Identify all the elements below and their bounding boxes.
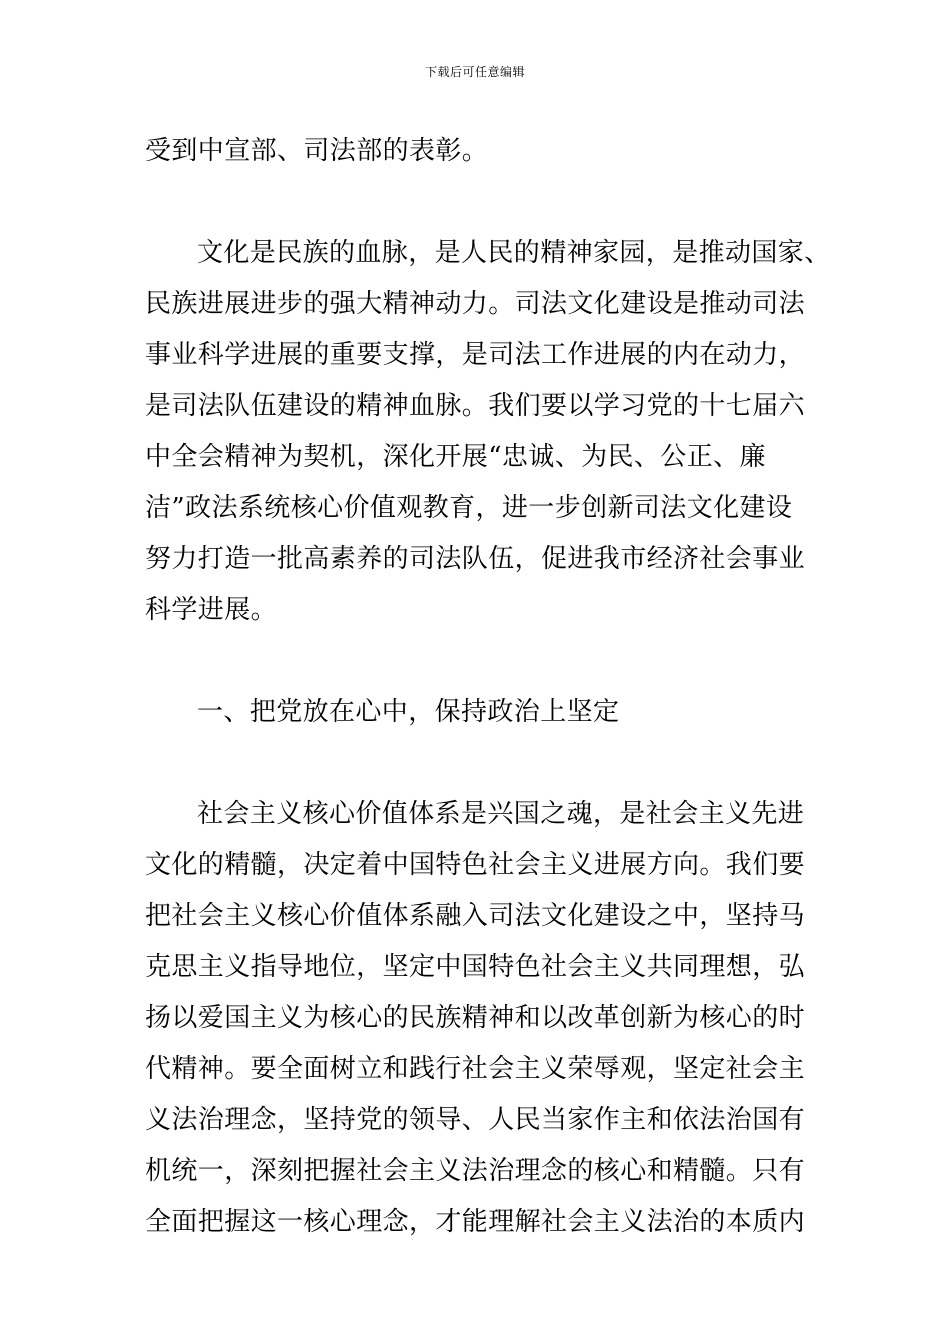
paragraph-line: 洁”政法系统核心价值观教育，进一步创新司法文化建设 [145, 493, 793, 523]
paragraph-line: 文化是民族的血脉，是人民的精神家园，是推动国家、 [197, 238, 831, 268]
paragraph-line: 把社会主义核心价值体系融入司法文化建设之中，坚持马 [145, 901, 806, 931]
paragraph-line: 扬以爱国主义为核心的民族精神和以改革创新为核心的时 [145, 1003, 806, 1033]
paragraph-line: 是司法队伍建设的精神血脉。我们要以学习党的十七届六 [145, 391, 806, 421]
paragraph-line: 代精神。要全面树立和践行社会主义荣辱观，坚定社会主 [145, 1054, 806, 1084]
section-heading: 一、把党放在心中，保持政治上坚定 [197, 697, 620, 727]
paragraph-line: 文化的精髓，决定着中国特色社会主义进展方向。我们要 [145, 850, 806, 880]
paragraph-line: 全面把握这一核心理念，才能理解社会主义法治的本质内 [145, 1207, 806, 1237]
page-header: 下载后可任意编辑 [424, 65, 525, 79]
paragraph-line: 努力打造一批高素养的司法队伍，促进我市经济社会事业 [145, 544, 806, 574]
paragraph-line: 义法治理念，坚持党的领导、人民当家作主和依法治国有 [145, 1105, 806, 1135]
paragraph-line: 社会主义核心价值体系是兴国之魂，是社会主义先进 [197, 799, 805, 829]
paragraph-line: 克思主义指导地位，坚定中国特色社会主义共同理想，弘 [145, 952, 806, 982]
paragraph-line: 机统一，深刻把握社会主义法治理念的核心和精髓。只有 [145, 1156, 806, 1186]
paragraph-line: 民族进展进步的强大精神动力。司法文化建设是推动司法 [145, 289, 806, 319]
paragraph-line: 受到中宣部、司法部的表彰。 [145, 136, 489, 166]
paragraph-line: 科学进展。 [145, 595, 278, 625]
paragraph-line: 事业科学进展的重要支撑，是司法工作进展的内在动力， [145, 340, 806, 370]
paragraph-line: 中全会精神为契机，深化开展“忠诚、为民、公正、廉 [145, 442, 766, 472]
